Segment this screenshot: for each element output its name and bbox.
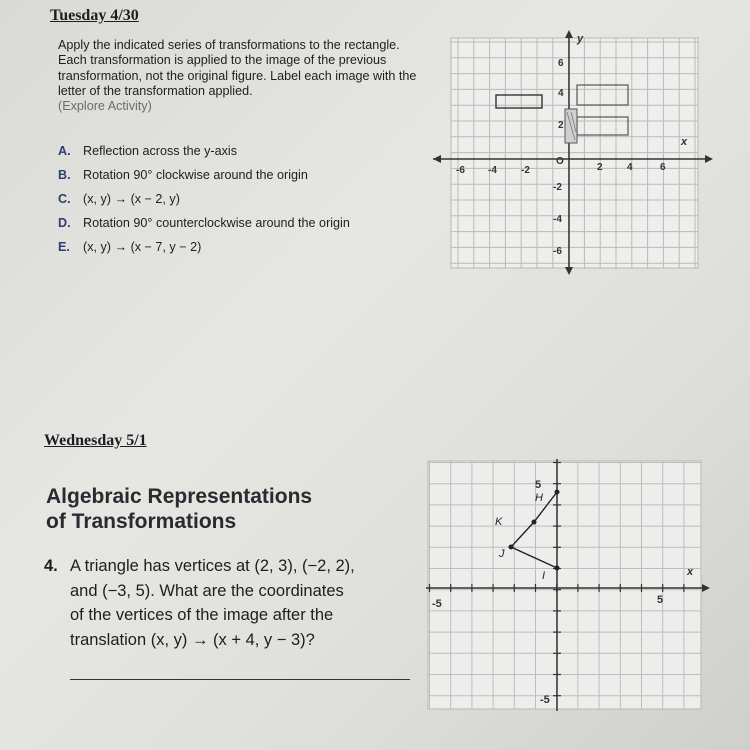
x-axis-label: x [687,566,694,578]
coordinate-grid-1 [425,28,715,278]
x-tick-label: 6 [660,162,666,173]
y-tick-label: -5 [540,694,550,706]
y-axis-arrow [565,30,573,38]
point-j [509,545,514,550]
point-label-k: K [495,516,503,528]
y-tick-label: 5 [535,479,542,491]
grid-background [428,461,701,709]
day1-header: Tuesday 4/30 [50,7,139,24]
point-label-i: I [542,570,546,582]
x-axis-arrow-left [433,155,441,163]
transformation-item-d: D. Rotation 90° counterclockwise around the origin [58,216,350,230]
day2-header: Wednesday 5/1 [44,432,147,449]
question-number: 4. [44,557,58,575]
point-i [555,566,560,571]
transformation-item-e: E. (x, y) → (x − 7, y − 2) [58,240,202,254]
coordinate-grid-2 [422,455,712,715]
x-tick-label: -4 [488,165,497,176]
transformation-item-a: A. Reflection across the y-axis [58,144,237,158]
y-axis-arrow-down [565,267,573,275]
transformation-list [58,144,418,264]
point-label-h: H [535,492,543,504]
x-tick-label: -6 [456,165,465,176]
y-tick-label: -6 [553,246,562,257]
transformation-item-c: C. (x, y) → (x − 2, y) [58,192,180,206]
x-tick-label: 4 [627,162,633,173]
point-h [555,490,560,495]
explore-activity-note: (Explore Activity) [58,99,152,114]
x-axis-label: x [681,136,688,148]
x-tick-label: 5 [657,594,664,606]
y-tick-label: -2 [553,182,562,193]
question-4 [44,554,394,652]
question-text: A triangle has vertices at (2, 3), (−2, 2), and (−3, 5). What are the coordinates of the vertices of the image after the translation (x, y) → (x + 4, y − 3)? [70,557,355,649]
answer-line[interactable] [70,679,410,680]
origin-label: O [556,156,564,167]
x-tick-label: -2 [521,165,530,176]
instructions [58,38,430,114]
y-tick-label: -4 [553,214,562,225]
x-axis-arrow [705,155,713,163]
instructions-text: Apply the indicated series of transformations to the rectangle. Each transformation is applied to the image of the previous transformation, not the original figure. Label each image with the letter of the transformation applied. [58,38,417,98]
y-tick-label: 2 [558,120,564,131]
y-tick-label: 6 [558,58,564,69]
y-tick-label: 4 [558,88,564,99]
transformation-item-b: B. Rotation 90° clockwise around the origin [58,168,308,182]
x-axis-arrow [702,584,710,592]
section-title: Algebraic Representations of Transformations [46,485,313,533]
x-tick-label: 2 [597,162,603,173]
x-tick-label: -5 [432,598,442,610]
point-k [532,520,537,525]
y-axis-label: y [577,33,584,45]
point-label-j: J [499,548,505,560]
